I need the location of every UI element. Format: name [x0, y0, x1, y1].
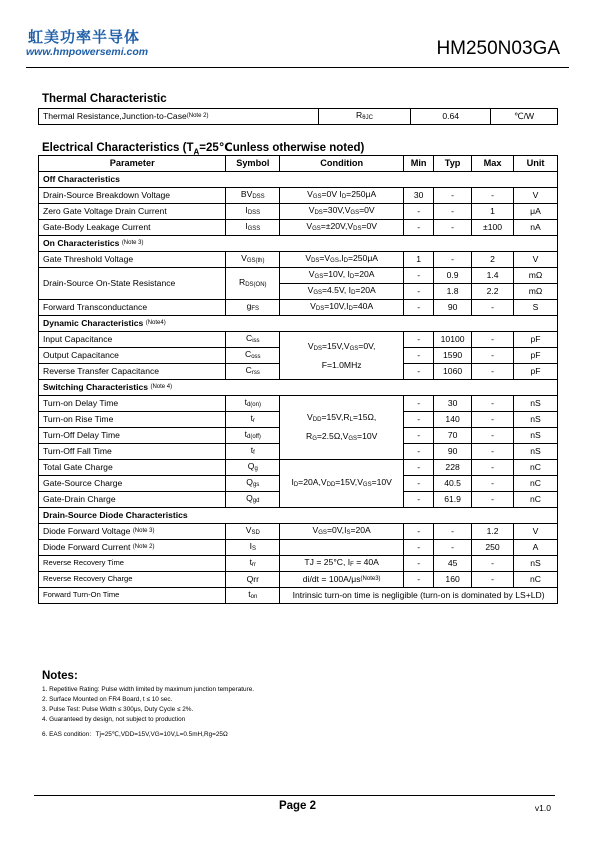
symbol-cell: Qgd	[226, 492, 280, 508]
symbol-cell: VGS(th)	[226, 252, 280, 268]
condition-cell: VDS=30V,VGS=0V	[280, 204, 404, 220]
max-cell: -	[472, 188, 514, 204]
max-cell: -	[472, 348, 514, 364]
typ-cell: 160	[434, 572, 472, 588]
unit-cell: S	[514, 300, 558, 316]
table-row	[39, 300, 558, 316]
typ-cell: 30	[434, 396, 472, 412]
unit-cell: nS	[514, 444, 558, 460]
param-cell: Reverse Transfer Capacitance	[39, 364, 226, 380]
typ-cell: 140	[434, 412, 472, 428]
param-cell: Forward Transconductance	[39, 300, 226, 316]
note-item: 2. Surface Mounted on FR4 Board, t ≤ 10 sec.	[42, 696, 173, 703]
typ-cell: -	[434, 524, 472, 540]
unit-cell: V	[514, 188, 558, 204]
unit-cell: V	[514, 252, 558, 268]
table-row	[39, 540, 558, 556]
param-cell: Output Capacitance	[39, 348, 226, 364]
typ-cell: 10100	[434, 332, 472, 348]
max-cell: -	[472, 300, 514, 316]
thermal-table	[38, 108, 558, 125]
condition-cell: Intrinsic turn-on time is negligible (turn-on is dominated by LS+LD)	[280, 588, 558, 604]
group-row	[39, 380, 558, 396]
col-header-typ: Typ	[434, 156, 472, 172]
param-cell: Total Gate Charge	[39, 460, 226, 476]
max-cell: -	[472, 492, 514, 508]
symbol-cell: Qg	[226, 460, 280, 476]
table-row	[39, 268, 558, 284]
symbol-cell: Qrr	[226, 572, 280, 588]
symbol-cell: trr	[226, 556, 280, 572]
max-cell: 250	[472, 540, 514, 556]
min-cell: 1	[404, 252, 434, 268]
min-cell: -	[404, 364, 434, 380]
unit-cell: nC	[514, 572, 558, 588]
min-cell: -	[404, 284, 434, 300]
param-cell: Input Capacitance	[39, 332, 226, 348]
unit-cell: nC	[514, 460, 558, 476]
condition-cell: VDS=VGS,ID=250μA	[280, 252, 404, 268]
symbol-cell: RDS(ON)	[226, 268, 280, 300]
typ-cell: 90	[434, 300, 472, 316]
condition-cell: VGS=4.5V, ID=20A	[280, 284, 404, 300]
table-row	[39, 332, 558, 348]
footer-divider	[34, 795, 555, 796]
notes-title: Notes:	[42, 670, 78, 682]
table-row	[39, 460, 558, 476]
unit-cell: pF	[514, 348, 558, 364]
min-cell: -	[404, 444, 434, 460]
symbol-cell: gFS	[226, 300, 280, 316]
note-item: 6. EAS condition：Tj=25℃,VDD=15V,VG=10V,L=0.5mH,Rg=25Ω	[42, 731, 228, 738]
version-label: v1.0	[534, 803, 551, 813]
min-cell: -	[404, 492, 434, 508]
condition-cell: $di/dt = 100A/\mu s^{(Note3)}$	[280, 572, 404, 588]
table-row	[39, 588, 558, 604]
min-cell: -	[404, 396, 434, 412]
max-cell: -	[472, 556, 514, 572]
param-cell: Zero Gate Voltage Drain Current	[39, 204, 226, 220]
min-cell: -	[404, 412, 434, 428]
typ-cell: 228	[434, 460, 472, 476]
param-cell: Turn-on Delay Time	[39, 396, 226, 412]
param-cell: Forward Turn-On Time	[39, 588, 226, 604]
min-cell: -	[404, 204, 434, 220]
param-cell: Reverse Recovery Charge	[39, 572, 226, 588]
condition-cell: VDS=15V,VGS=0V, F=1.0MHz	[280, 332, 404, 380]
param-cell: Gate-Source Charge	[39, 476, 226, 492]
max-cell: -	[472, 460, 514, 476]
symbol-cell: ton	[226, 588, 280, 604]
group-title-switching: Switching Characteristics $^{(Note 4)}$	[39, 380, 558, 396]
thermal-title: Thermal Characteristic	[42, 93, 167, 105]
param-cell: Drain-Source Breakdown Voltage	[39, 188, 226, 204]
min-cell: -	[404, 268, 434, 284]
min-cell: -	[404, 460, 434, 476]
min-cell: -	[404, 348, 434, 364]
param-cell: Diode Forward Current $^{(Note 2)}$	[39, 540, 226, 556]
company-name-cn: 虹美功率半导体	[28, 28, 141, 46]
group-title-on: On Characteristics $^{(Note 3)}$	[39, 236, 558, 252]
table-row	[39, 220, 558, 236]
typ-cell: 45	[434, 556, 472, 572]
param-cell: Turn-Off Delay Time	[39, 428, 226, 444]
max-cell: -	[472, 364, 514, 380]
unit-cell: nS	[514, 428, 558, 444]
typ-cell: 61.9	[434, 492, 472, 508]
note-item: 4. Guaranteed by design, not subject to production	[42, 716, 186, 723]
condition-cell: VDS=10V,ID=40A	[280, 300, 404, 316]
param-cell: Drain-Source On-State Resistance	[39, 268, 226, 300]
min-cell: -	[404, 556, 434, 572]
condition-cell: VGS=0V,IS=20A	[280, 524, 404, 540]
company-website[interactable]: www.hmpowersemi.com	[26, 46, 149, 58]
col-header-condition: Condition	[280, 156, 404, 172]
symbol-cell: Qgs	[226, 476, 280, 492]
unit-cell: mΩ	[514, 268, 558, 284]
table-row	[39, 109, 558, 125]
max-cell: -	[472, 572, 514, 588]
electrical-table	[38, 155, 558, 604]
table-header-row	[39, 156, 558, 172]
symbol-cell: Crss	[226, 364, 280, 380]
thermal-value: 0.64	[411, 109, 491, 125]
group-row	[39, 316, 558, 332]
condition-cell: VGS=10V, ID=20A	[280, 268, 404, 284]
typ-cell: 70	[434, 428, 472, 444]
page-number: Page 2	[278, 800, 317, 812]
condition-cell: ID=20A,VDD=15V,VGS=10V	[280, 460, 404, 508]
typ-cell: -	[434, 252, 472, 268]
max-cell: 2.2	[472, 284, 514, 300]
symbol-cell: BVDSS	[226, 188, 280, 204]
max-cell: -	[472, 444, 514, 460]
min-cell: 30	[404, 188, 434, 204]
min-cell: -	[404, 540, 434, 556]
header-divider	[26, 67, 569, 68]
unit-cell: nS	[514, 412, 558, 428]
condition-cell: VDD=15V,RL=15Ω, RG=2.5Ω,VGS=10V	[280, 396, 404, 460]
typ-cell: 90	[434, 444, 472, 460]
notes-list	[42, 685, 254, 740]
max-cell: -	[472, 412, 514, 428]
min-cell: -	[404, 572, 434, 588]
max-cell: 1.2	[472, 524, 514, 540]
group-title-off: Off Characteristics	[39, 172, 558, 188]
condition-cell: VGS=0V ID=250μA	[280, 188, 404, 204]
param-cell: Reverse Recovery Time	[39, 556, 226, 572]
group-row	[39, 172, 558, 188]
part-number: HM250N03GA	[436, 38, 560, 59]
group-row	[39, 508, 558, 524]
unit-cell: pF	[514, 364, 558, 380]
unit-cell: nS	[514, 396, 558, 412]
typ-cell: 1060	[434, 364, 472, 380]
thermal-symbol: RθJC	[318, 109, 411, 125]
param-cell: Gate-Drain Charge	[39, 492, 226, 508]
thermal-param: Thermal Resistance,Junction-to-Case$^{(Note 2)}$	[39, 109, 319, 125]
table-row	[39, 252, 558, 268]
symbol-cell: tf	[226, 444, 280, 460]
symbol-cell: Coss	[226, 348, 280, 364]
min-cell: -	[404, 524, 434, 540]
group-title-dynamic: Dynamic Characteristics $^{(Note4)}$	[39, 316, 558, 332]
table-row	[39, 572, 558, 588]
typ-cell: 0.9	[434, 268, 472, 284]
max-cell: 1	[472, 204, 514, 220]
symbol-cell: IDSS	[226, 204, 280, 220]
min-cell: -	[404, 332, 434, 348]
typ-cell: -	[434, 188, 472, 204]
max-cell: 1.4	[472, 268, 514, 284]
min-cell: -	[404, 220, 434, 236]
typ-cell: 1.8	[434, 284, 472, 300]
condition-cell: VGS=±20V,VDS=0V	[280, 220, 404, 236]
symbol-cell: VSD	[226, 524, 280, 540]
unit-cell: nC	[514, 492, 558, 508]
thermal-unit: ℃/W	[491, 109, 558, 125]
unit-cell: nA	[514, 220, 558, 236]
max-cell: 2	[472, 252, 514, 268]
unit-cell: A	[514, 540, 558, 556]
group-row	[39, 236, 558, 252]
param-cell: Gate Threshold Voltage	[39, 252, 226, 268]
min-cell: -	[404, 428, 434, 444]
unit-cell: nC	[514, 476, 558, 492]
note-item: 1. Repetitive Rating: Pulse width limited by maximum junction temperature.	[42, 686, 255, 693]
max-cell: -	[472, 428, 514, 444]
col-header-symbol: Symbol	[226, 156, 280, 172]
symbol-cell: IGSS	[226, 220, 280, 236]
table-row	[39, 524, 558, 540]
param-cell: Turn-Off Fall Time	[39, 444, 226, 460]
group-title-diode: Drain-Source Diode Characteristics	[39, 508, 558, 524]
min-cell: -	[404, 300, 434, 316]
param-cell: Turn-on Rise Time	[39, 412, 226, 428]
unit-cell: pF	[514, 332, 558, 348]
condition-cell	[280, 540, 404, 556]
col-header-unit: Unit	[514, 156, 558, 172]
unit-cell: mΩ	[514, 284, 558, 300]
col-header-parameter: Parameter	[39, 156, 226, 172]
table-row	[39, 188, 558, 204]
col-header-max: Max	[472, 156, 514, 172]
condition-cell: TJ = 25°C, IF = 40A	[280, 556, 404, 572]
param-cell: Diode Forward Voltage $^{(Note 3)}$	[39, 524, 226, 540]
symbol-cell: td(off)	[226, 428, 280, 444]
typ-cell: 40.5	[434, 476, 472, 492]
max-cell: -	[472, 476, 514, 492]
symbol-cell: IS	[226, 540, 280, 556]
unit-cell: nS	[514, 556, 558, 572]
typ-cell: -	[434, 204, 472, 220]
param-cell: Gate-Body Leakage Current	[39, 220, 226, 236]
max-cell: -	[472, 332, 514, 348]
col-header-min: Min	[404, 156, 434, 172]
typ-cell: -	[434, 220, 472, 236]
min-cell: -	[404, 476, 434, 492]
table-row	[39, 396, 558, 412]
note-item: 3. Pulse Test: Pulse Width ≤ 300μs, Duty Cycle ≤ 2%.	[42, 706, 194, 713]
unit-cell: V	[514, 524, 558, 540]
max-cell: ±100	[472, 220, 514, 236]
symbol-cell: td(on)	[226, 396, 280, 412]
typ-cell: -	[434, 540, 472, 556]
electrical-title: Electrical Characteristics ($T_A=25℃unless$ otherwise noted)	[42, 142, 365, 157]
max-cell: -	[472, 396, 514, 412]
table-row	[39, 556, 558, 572]
typ-cell: 1590	[434, 348, 472, 364]
symbol-cell: Ciss	[226, 332, 280, 348]
table-row	[39, 204, 558, 220]
unit-cell: μA	[514, 204, 558, 220]
symbol-cell: tr	[226, 412, 280, 428]
